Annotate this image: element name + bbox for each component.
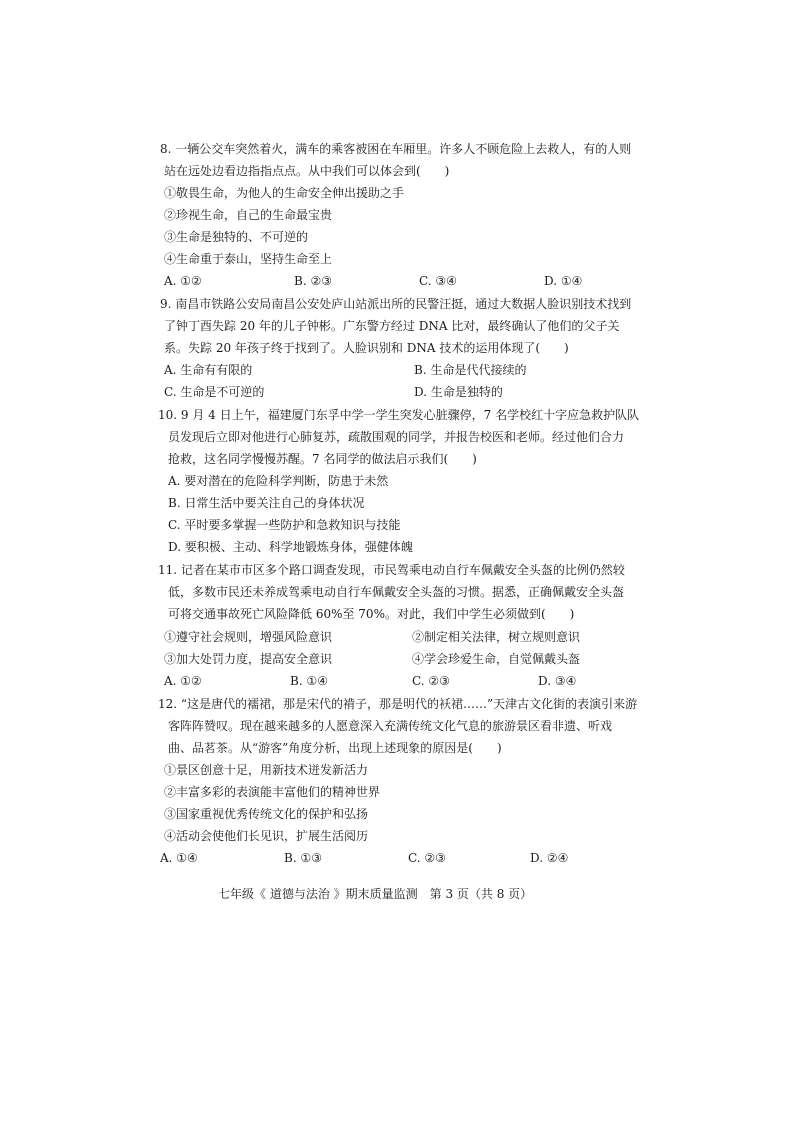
q11-statement-3: ③加大处罚力度，提高安全意识 xyxy=(164,652,333,666)
q9-option-c: C. 生命是不可逆的 xyxy=(164,385,265,399)
q9-stem-line-3: 系。失踪 20 年孩子终于找到了。人脸识别和 DNA 技术的运用体现了( ) xyxy=(164,341,569,355)
page-footer: 七年级《 道德与法治 》期末质量监测 第 3 页（共 8 页） xyxy=(218,887,533,901)
q11-statement-1: ①遵守社会规则，增强风险意识 xyxy=(164,630,333,644)
q11-statement-4: ④学会珍爱生命，自觉佩戴头盔 xyxy=(412,652,581,666)
q12-option-d: D. ②④ xyxy=(530,851,569,865)
q9-option-b: B. 生命是代代接续的 xyxy=(414,363,527,377)
q10-option-c: C. 平时要多掌握一些防护和急救知识与技能 xyxy=(168,518,401,532)
q8-statement-3: ③生命是独特的、不可逆的 xyxy=(164,230,309,244)
q11-stem-line-3: 可将交通事故死亡风险降低 60%至 70%。对此，我们中学生必须做到( ) xyxy=(168,607,575,621)
q10-stem-line-1: 10. 9 月 4 日上午，福建厦门东孚中学一学生突发心脏骤停，7 名学校红十字应急救护队队 xyxy=(158,408,640,422)
q12-statement-4: ④活动会使他们长见识，扩展生活阅历 xyxy=(164,829,369,843)
q11-option-b: B. ①④ xyxy=(290,674,328,688)
q10-option-b: B. 日常生活中要关注自己的身体状况 xyxy=(168,496,365,510)
q8-option-c: C. ③④ xyxy=(419,274,457,288)
q12-statement-1: ①景区创意十足，用新技术迸发新活力 xyxy=(164,763,369,777)
q9-option-d: D. 生命是独特的 xyxy=(414,385,503,399)
q12-option-b: B. ①③ xyxy=(284,851,322,865)
q8-option-d: D. ①④ xyxy=(544,274,583,288)
q8-option-b: B. ②③ xyxy=(294,274,332,288)
q12-stem-line-3: 曲、品茗茶。从“游客”角度分析，出现上述现象的原因是( ) xyxy=(168,741,502,755)
q8-statement-4: ④生命重于泰山，坚持生命至上 xyxy=(164,252,333,266)
q11-option-a: A. ①② xyxy=(164,674,202,688)
q12-stem-line-2: 客阵阵赞叹。现在越来越多的人愿意深入充满传统文化气息的旅游景区看非遗、听戏 xyxy=(168,719,613,733)
q9-stem-line-2: 了钟丁酉失踪 20 年的儿子钟彬。广东警方经过 DNA 比对，最终确认了他们的父子关 xyxy=(164,319,620,333)
q11-stem-line-2: 低，多数市民还未养成驾乘电动自行车佩戴安全头盔的习惯。据悉，正确佩戴安全头盔 xyxy=(168,585,625,599)
q9-option-a: A. 生命有有限的 xyxy=(164,363,253,377)
q10-option-a: A. 要对潜在的危险科学判断，防患于未然 xyxy=(168,474,389,488)
q10-stem-line-3: 抢救，这名同学慢慢苏醒。7 名同学的做法启示我们( ) xyxy=(168,452,477,466)
q12-statement-3: ③国家重视优秀传统文化的保护和弘扬 xyxy=(164,807,369,821)
q8-stem-line-1: 8. 一辆公交车突然着火，满车的乘客被困在车厢里。许多人不顾危险上去救人，有的人则 xyxy=(160,142,632,156)
q10-stem-line-2: 员发现后立即对他进行心肺复苏，疏散围观的同学，并报告校医和老师。经过他们合力 xyxy=(168,430,625,444)
q11-statement-2: ②制定相关法律，树立规则意识 xyxy=(412,630,581,644)
q8-statement-1: ①敬畏生命，为他人的生命安全伸出援助之手 xyxy=(164,186,405,200)
q8-option-a: A. ①② xyxy=(164,274,202,288)
q11-stem-line-1: 11. 记者在某市市区多个路口调查发现，市民驾乘电动自行车佩戴安全头盔的比例仍然较 xyxy=(158,563,625,577)
q12-option-a: A. ①④ xyxy=(160,851,198,865)
q8-stem-line-2: 站在远处边看边指指点点。从中我们可以体会到( ) xyxy=(164,164,450,178)
q12-statement-2: ②丰富多彩的表演能丰富他们的精神世界 xyxy=(164,785,381,799)
q11-option-c: C. ②③ xyxy=(412,674,450,688)
q9-stem-line-1: 9. 南昌市铁路公安局南昌公安处庐山站派出所的民警汪挺，通过大数据人脸识别技术找到 xyxy=(160,297,632,311)
q8-statement-2: ②珍视生命，自己的生命最宝贵 xyxy=(164,208,333,222)
q12-option-c: C. ②③ xyxy=(408,851,446,865)
q11-option-d: D. ③④ xyxy=(538,674,577,688)
q10-option-d: D. 要积极、主动、科学地锻炼身体，强健体魄 xyxy=(168,540,413,554)
q12-stem-line-1: 12. “这是唐代的襦裙，那是宋代的褙子，那是明代的袄裙……”天津古文化街的表演引来游 xyxy=(158,697,638,711)
